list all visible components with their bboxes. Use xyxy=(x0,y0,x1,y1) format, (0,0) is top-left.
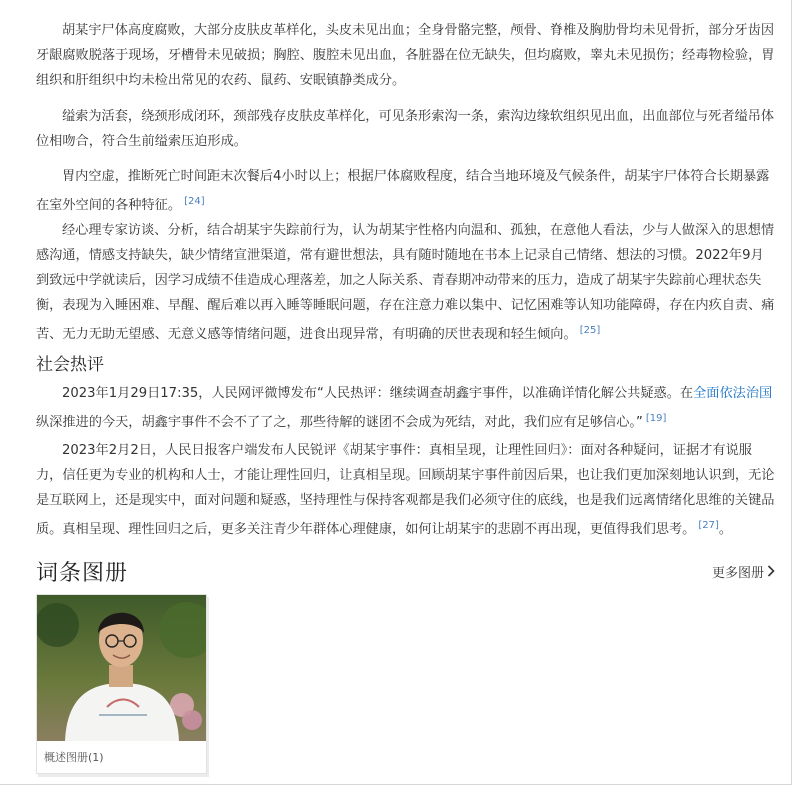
more-gallery-link[interactable] xyxy=(712,562,775,581)
paragraph-ligature: 缢索为活套，绕颈形成闭环，颈部残存皮肤皮革样化，可见条形索沟一条，索沟边缘软组织见出血，出血部位与死者缢吊体位相吻合，符合生前缢索压迫形成。 xyxy=(36,109,775,149)
link-rule-of-law[interactable]: 全面依法治国 xyxy=(693,386,773,401)
reference-27[interactable]: [27] xyxy=(698,520,719,531)
chevron-right-icon xyxy=(767,565,775,581)
gallery-card[interactable] xyxy=(36,594,207,774)
reference-19[interactable]: [19] xyxy=(645,413,667,424)
section-heading-social: 社会热评 xyxy=(36,355,104,375)
paragraph-psychology: 经心理专家访谈、分析，结合胡某宇失踪前行为，认为胡某宇性格内向温和、孤独，在意他人看法，少与人做深入的思想情感沟通，情感支持缺失，缺少情绪宣泄渠道，常有避世想法，具有随时随地在书本上记录自己情绪、想法的习惯。2022年9月到致远中学就读后，因学习成绩不佳造成心理落差，加之人际关系、青春期冲动带来的压力，造成了胡某宇失踪前心理状态失衡，表现为入睡困难、早醒、醒后难以再入睡等睡眠问题，存在注意力难以集中、记忆困难等认知功能障碍，存在内疚自责、痛苦、无力无助无望感、无意义感等情绪问题，进食出现异常，有明确的厌世表现和轻生倾向。 [25] xyxy=(36,223,775,342)
gallery-cover-photo xyxy=(37,595,206,741)
reference-24[interactable]: [24] xyxy=(184,196,205,207)
paragraph-autopsy: 胡某宇尸体高度腐败，大部分皮肤皮革样化，头皮未见出血；全身骨骼完整，颅骨、脊椎及胸肋骨均未见骨折，部分牙齿因牙龈腐败脱落于现场，牙槽骨未见破损；胸腔、腹腔未见出血，各脏器在位无缺失，但均腐败，睾丸未见损伤；经毒物检验，胃组织和肝组织中均未检出常见的农药、鼠药、安眠镇静类成分。 xyxy=(36,23,775,88)
more-gallery-label: 更多图册 xyxy=(712,566,765,581)
paragraph-stomach: 胃内空虚，推断死亡时间距末次餐后4小时以上；根据尸体腐败程度，结合当地环境及气候条件，胡某宇尸体符合长期暴露在室外空间的各种特征。 [24] xyxy=(36,169,770,213)
paragraph-social-1: 2023年1月29日17:35，人民网评微博发布“人民热评：继续调查胡鑫宇事件，以准确详情化解公共疑惑。在全面依法治国纵深推进的今天，胡鑫宇事件不会不了了之，那些待解的谜团不会成为死结，对此，我们应有足够信心。” [19] xyxy=(36,386,773,430)
reference-25[interactable]: [25] xyxy=(579,325,601,336)
gallery-title: 词条图册 xyxy=(36,561,129,586)
paragraph-social-2: 2023年2月2日，人民日报客户端发布人民锐评《胡某宇事件：真相呈现，让理性回归》：面对各种疑问，证据才有说服力，信任更为专业的机构和人士，才能让理性回归，让真相呈现。回顾胡某宇事件前因后果，也让我们更加深刻地认识到，无论是互联网上，还是现实中，面对问题和疑惑，坚持理性与保持客观都是我们必须守住的底线，也是我们远离情绪化思维的关键品质。真相呈现、理性回归之后，更多关注青少年群体心理健康，如何让胡某宇的悲剧不再出现，更值得我们思考。 [27]。 xyxy=(36,443,775,537)
gallery-card-label: 概述图册(1) xyxy=(44,751,104,764)
